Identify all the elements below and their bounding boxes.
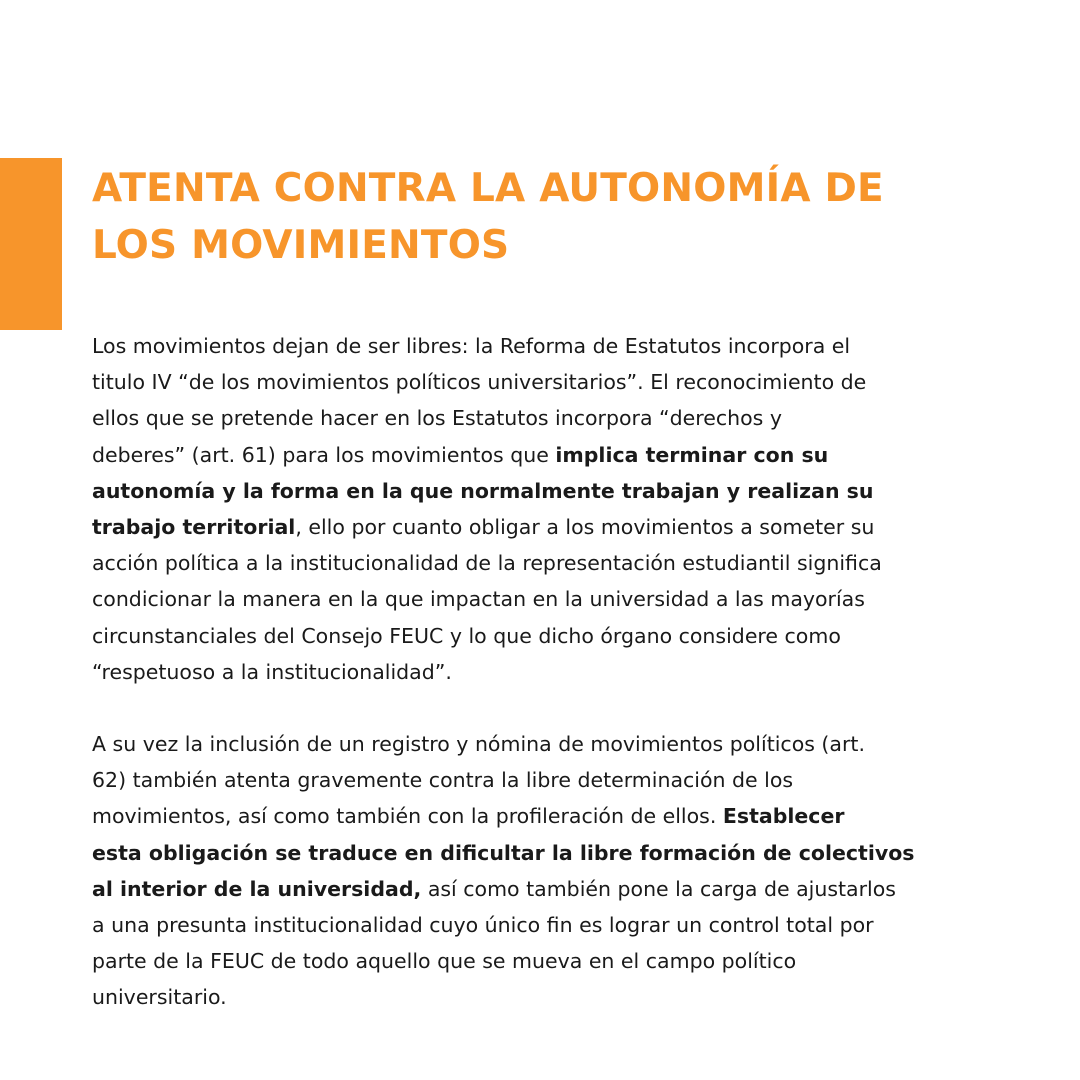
text-emphasis: al interior de la universidad,	[92, 876, 422, 901]
paragraph-1-line	[92, 509, 952, 545]
paragraph-1-line	[92, 437, 952, 473]
text-emphasis: autonomía y la forma en la que normalmente trabajan y realizan su	[92, 478, 874, 503]
title-line-2: LOS MOVIMIENTOS	[92, 223, 510, 268]
paragraph-2-line	[92, 871, 952, 907]
paragraph-2-line: a una presunta institucionalidad cuyo único fin es lograr un control total por	[92, 913, 874, 938]
text-emphasis: trabajo territorial	[92, 515, 296, 540]
text-normal: movimientos, así como también con la profileración de ellos.	[92, 804, 723, 829]
paragraph-2	[92, 726, 952, 1016]
paragraph-1-line: acción política a la institucionalidad de la representación estudiantil significa	[92, 551, 882, 576]
paragraph-2-line	[92, 798, 952, 834]
paragraph-2-line	[92, 835, 952, 871]
accent-bar	[0, 158, 62, 330]
title-line-1: ATENTA CONTRA LA AUTONOMÍA DE	[92, 166, 884, 211]
paragraph-2-line: 62) también atenta gravemente contra la libre determinación de los	[92, 768, 794, 793]
paragraph-2-line: A su vez la inclusión de un registro y nómina de movimientos políticos (art.	[92, 732, 865, 757]
paragraph-2-line: universitario.	[92, 985, 227, 1010]
text-normal: , ello por cuanto obligar a los movimientos a someter su	[295, 515, 875, 540]
paragraph-2-line: parte de la FEUC de todo aquello que se mueva en el campo político	[92, 949, 797, 974]
paragraph-1-line	[92, 473, 952, 509]
paragraph-1-line: “respetuoso a la institucionalidad”.	[92, 659, 452, 684]
page-title	[92, 160, 992, 274]
text-normal: deberes” (art. 61) para los movimientos que	[92, 442, 556, 467]
paragraph-1-line: condicionar la manera en la que impactan en la universidad a las mayorías	[92, 587, 865, 612]
paragraph-1-line: Los movimientos dejan de ser libres: la Reforma de Estatutos incorpora el	[92, 334, 851, 358]
paragraph-1-line: titulo IV “de los movimientos políticos universitarios”. El reconocimiento de	[92, 370, 867, 395]
text-emphasis: esta obligación se traduce en dificultar la libre formación de colectivos	[92, 840, 915, 865]
text-emphasis: implica terminar con su	[555, 442, 829, 467]
text-emphasis: Establecer	[722, 804, 845, 829]
paragraph-1-line: circunstanciales del Consejo FEUC y lo que dicho órgano considere como	[92, 623, 841, 648]
body-text	[92, 328, 952, 1052]
text-normal: así como también pone la carga de ajustarlos	[421, 876, 896, 901]
paragraph-1	[92, 328, 952, 690]
paragraph-1-line: ellos que se pretende hacer en los Estatutos incorpora “derechos y	[92, 406, 783, 431]
